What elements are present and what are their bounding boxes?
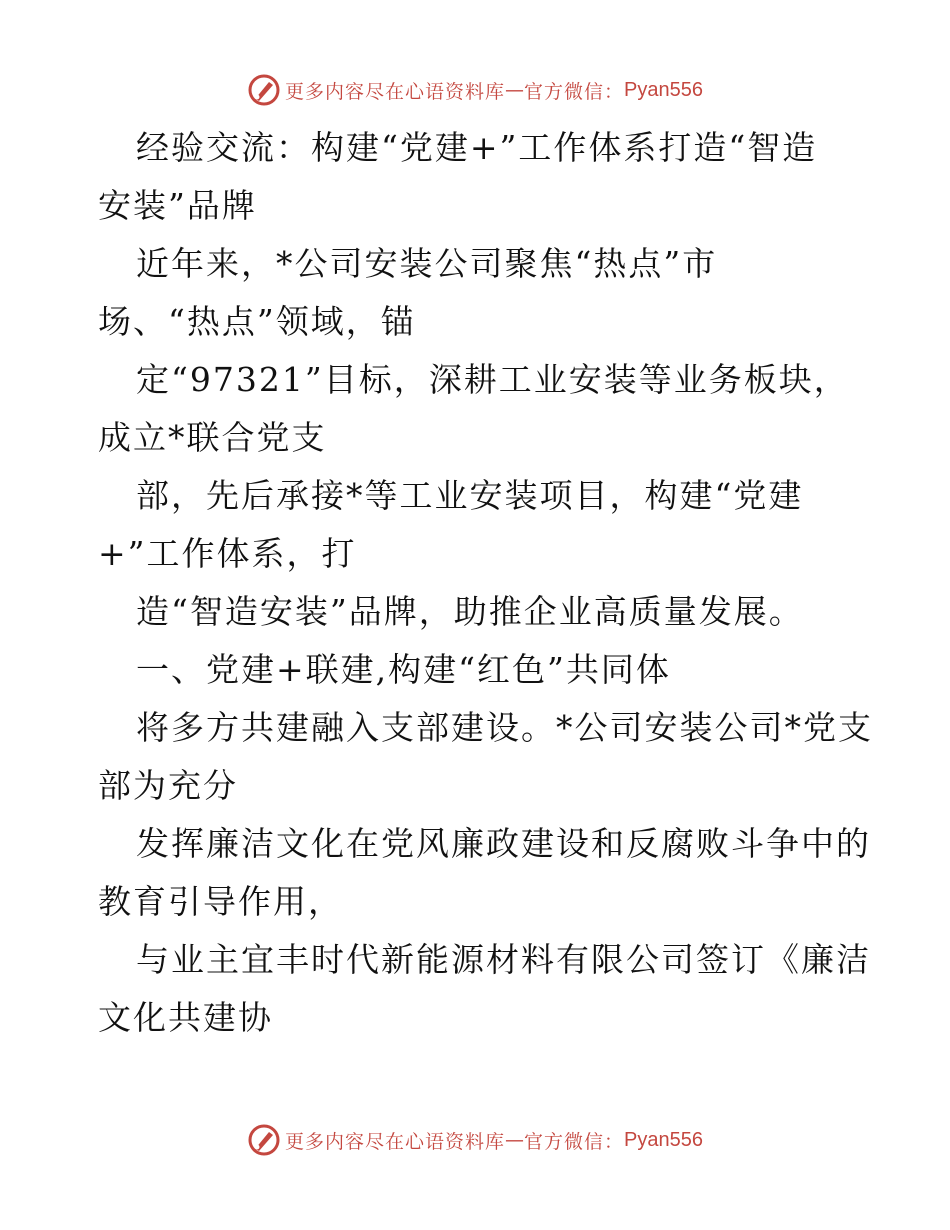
paragraph-line: 成立*联合党支 xyxy=(98,418,327,457)
paragraph-line: 教育引导作用， xyxy=(98,882,343,921)
banner-wechat-label: 官方微信： xyxy=(524,80,625,103)
paragraph-line: +”工作体系，打 xyxy=(98,534,357,573)
paragraph-line: 文化共建协 xyxy=(98,998,273,1037)
banner-dash: — xyxy=(505,79,525,101)
banner-wechat-id: Pyan556 xyxy=(624,1128,703,1151)
paragraph-line: 与业主宜丰时代新能源材料有限公司签订《廉洁 xyxy=(136,940,871,979)
title-line-1: 经验交流：构建“党建+”工作体系打造“智造 xyxy=(136,128,818,167)
title-line-2: 安装”品牌 xyxy=(98,186,257,225)
paragraph-line: 造“智造安装”品牌，助推企业高质量发展。 xyxy=(136,592,804,631)
banner-dash: — xyxy=(505,1129,525,1151)
paragraph-line: 近年来，*公司安装公司聚焦“热点”市 xyxy=(136,244,718,283)
banner-source-text: 更多内容尽在心语资料库 xyxy=(285,80,506,103)
paragraph-line: 部为充分 xyxy=(98,766,238,805)
paragraph-line: 发挥廉洁文化在党风廉政建设和反腐败斗争中的 xyxy=(136,824,871,863)
paragraph-line: 定“97321”目标，深耕工业安装等业务板块， xyxy=(136,360,849,399)
paragraph-line: 部，先后承接*等工业安装项目，构建“党建 xyxy=(136,476,804,515)
banner-wechat-label: 官方微信： xyxy=(524,1130,625,1153)
section-heading: 一、党建+联建,构建“红色”共同体 xyxy=(136,650,671,689)
footer-watermark-banner xyxy=(0,1120,950,1160)
banner-source-text: 更多内容尽在心语资料库 xyxy=(285,1130,506,1153)
header-watermark-banner xyxy=(0,70,950,110)
pen-logo-icon xyxy=(247,73,281,107)
paragraph-line: 将多方共建融入支部建设。*公司安装公司*党支 xyxy=(136,708,873,747)
banner-wechat-id: Pyan556 xyxy=(624,78,703,101)
document-body xyxy=(98,119,873,1047)
paragraph-line: 场、“热点”领域，锚 xyxy=(98,302,416,341)
pen-logo-icon xyxy=(247,1123,281,1157)
